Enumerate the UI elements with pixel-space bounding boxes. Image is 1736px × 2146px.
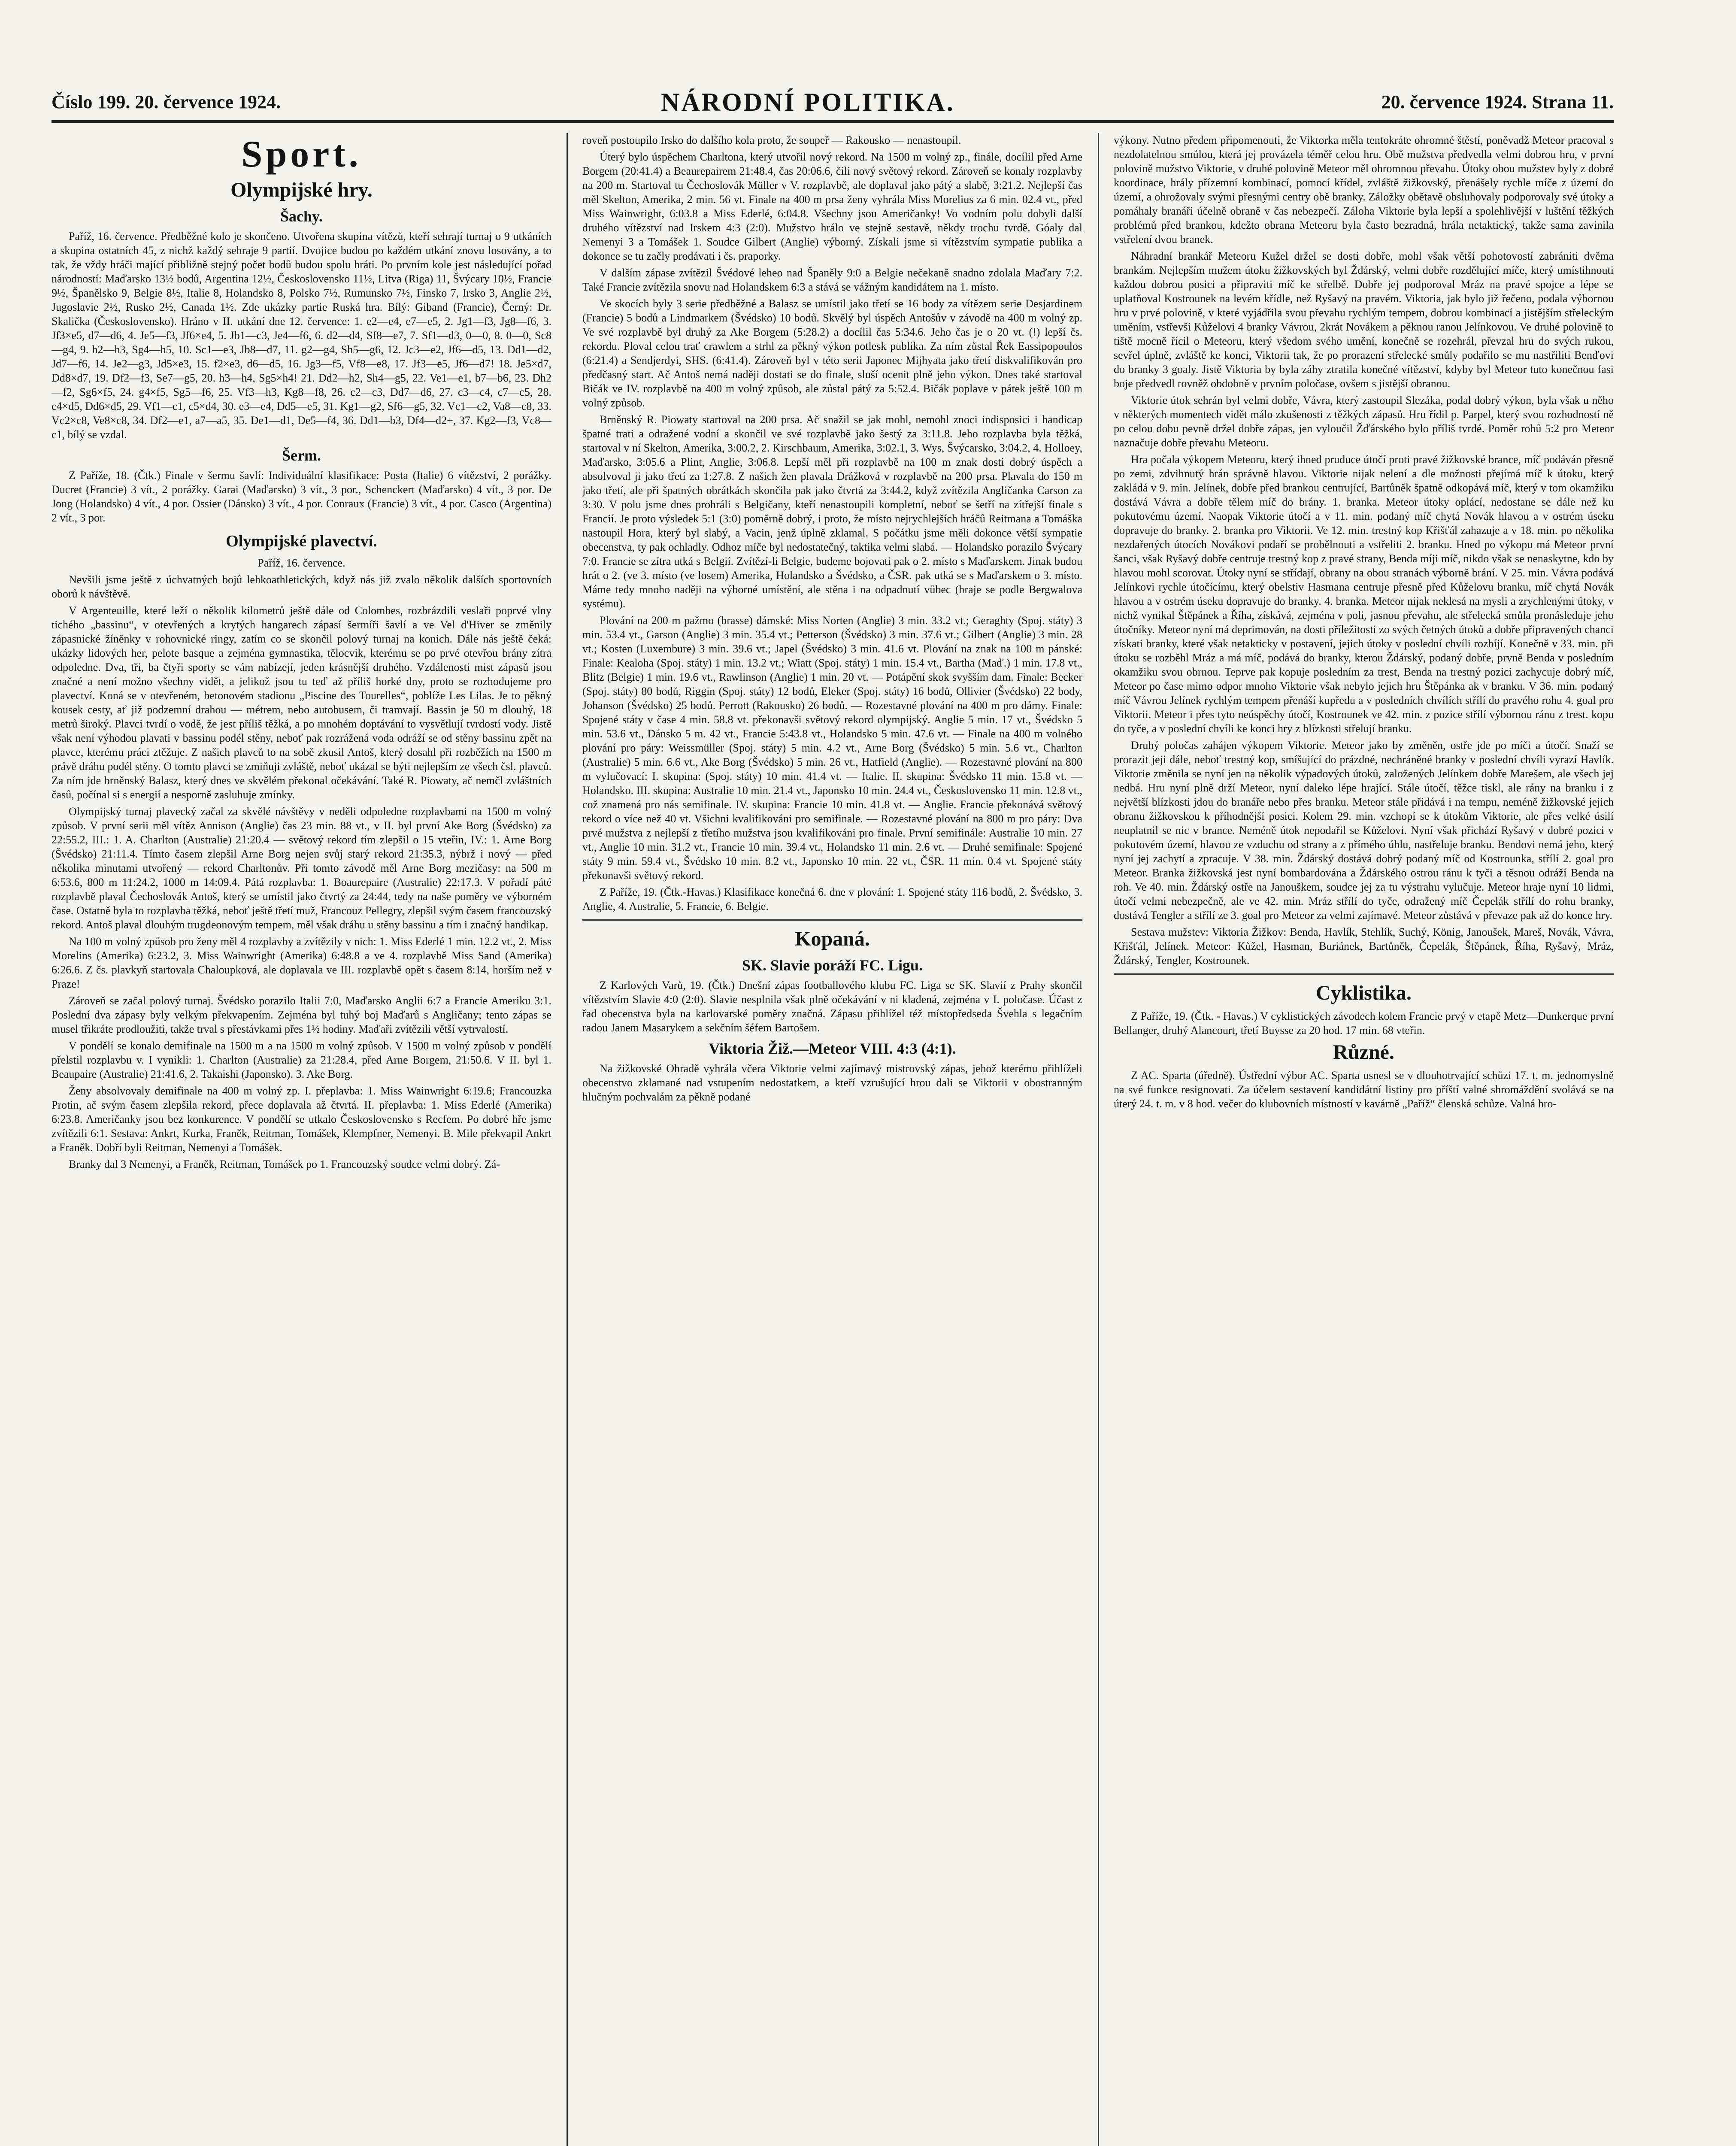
misc-title: Různé.: [1333, 1041, 1394, 1064]
swimming-paragraph: Na 100 m volný způsob pro ženy měl 4 rozplavby a zvítězily v nich: 1. Miss Ederlé 1 min. 12.2 vt., 2. Miss Morelins (Amerika) 6:23.2, 3. Miss Wainwright (Amerika) 6:48.8 a ve 4. rozplavbě Miss Sand (Amerika) 6:26.6. Z čs. plavkyň startovala Chaloupková, ale doplavala ve III. rozplavbě opět s časem 8:14, horším než v Praze!: [52, 935, 551, 990]
slavie-paragraph: Z Karlových Varů, 19. (Čtk.) Dnešní zápas footballového klubu FC. Liga se SK. Slavií z Prahy skončil vítězstvím Slavie 4:0 (2:0). Slavie nesplnila však plně očekávání v ni kladená, zejména v I. poločase. Účast z řad obecenstva byla na karlovarské poměry značná. Zápasu přihlížel též místopředseda Švehla s legačním radou Janem Masarykem a sekčním šéfem Bartošem.: [582, 979, 1082, 1034]
football-title: Kopaná.: [795, 928, 870, 950]
swimming-paragraph: Brněnský R. Piowaty startoval na 200 prsa. Ač snažil se jak mohl, nemohl znoci indisposici i handicap špatné trati a odražené vodní a skončil ve své rozplavbě jako šestý za 3:11.8. Jeho rozplavba byla těžká, startoval v ní Skelton, Amerika, 3:00.2, 2. Kirschbaum, Amerika, 3:02.1, 3. Wys, Švýcarsko, 3:04.2, 4. Holloey, Maďarsko, 3:05.6 a Plint, Anglie, 3:06.8. Lepší měl při rozplavbě na 100 m znak dosti dobrý úspěch a absolvoval ji jako třetí za 1:27.8. Z našich žen plavala Drážková v rozplavbě na 200 prsa. Plavala do 150 m jako třetí, ale při špatných obrátkách skončila pak jako čtvrtá za 3:44.2, když zvítězila Angličanka Carson za 3:30. V polu jsme dnes prohráli s Belgičany, kteří nenastoupili kompletní, neboť se šetří na zítřejší finale s Francií. Je proto výsledek 5:1 (3:0) poměrně dobrý, i proto, že místo nejrychlejších hráčů Reitmana a Tomáška nastoupil Hora, který byl slabý, a Vacin, jenž úplně zklamal. S počátku jsme měli dokonce větší sympatie obecenstva, ty pak ochladly. Odhoz míče byl nedostatečný, taktika velmi slabá. — Holandsko porazilo Švýcary 7:0. Francie se zítra utká s Belgií. Zvítězí-li Belgie, budeme bojovati pak o 2. místo s Maďarskem. Jinak budou hrát o 2. (ve 3. místo (ve losem) Amerika, Holandsko a Švédsko, a ČSR. pak utká se s Maďarskem o 3. místo. Máme tedy mnoho naději na výborné umístění, ale stěna i na odpadnutí vůbec (hraje se podle Bergwalova systému).: [582, 413, 1082, 610]
fencing-title: Šerm.: [282, 447, 321, 464]
swimming-paragraph: Ženy absolvovaly demifinale na 400 m volný zp. I. přeplavba: 1. Miss Wainwright 6:19.6; Francouzka Protin, ač svým časem zlepšila rekord, přece doplavala až čtvrtá. II. přeplavba: 1. Miss Ederlé (Amerika) 6:23.8. Američanky jsou bez konkurence. V pondělí se utkalo Československo s Recfem. Po dobré hře jsme zvítězili 6:1. Sestava: Ankrt, Kurka, Franěk, Reitman, Tomášek, Klempfner, Nemenyi. B. Mile překvapil Ankrt a Franěk. Dobří byli Reitman, Nemenyi a Tomášek.: [52, 1085, 551, 1154]
viktoria-paragraph: Viktorie útok sehrán byl velmi dobře, Vávra, který zastoupil Slezáka, podal dobrý výkon, byla však u něho v některých momentech vidět málo zkušenosti z těžkých zápasů. Hru řídil p. Parpel, který svou rozhodností ně po celou dobu pevně držel dobře zápas, jen vyloučil Žďárského bylo příliš tvrdé. Poměr rohů 5:2 pro Meteor naznačuje dobře převahu Meteoru.: [1114, 394, 1614, 449]
misc-paragraph: Z AC. Sparta (úředně). Ústřední výbor AC. Sparta usnesl se v dlouhotrvající schůzi 17. t. m. jednomyslně na své funkce resignovati. Za účelem sestavení kandidátní listiny pro příští valné shromáždění svolává se na úterý 24. t. m. v 8 hod. večer do klubovních místností v kavárně „Paříž“ členská schůze. Valná hro-: [1114, 1069, 1614, 1110]
swimming-paragraph: Zároveň se začal polový turnaj. Švédsko porazilo Italii 7:0, Maďarsko Anglii 6:7 a Francie Ameriku 3:1. Poslední dva zápasy byly velkým překvapením. Zejména byl tuhý boj Maďarů s Angličany; tento zápas se musel třikráte prodloužiti, takže trval s přestávkami přes 1½ hodiny. Maďaři zvítězili větší vytrvalostí.: [52, 994, 551, 1035]
viktoria-paragraph: Náhradní brankář Meteoru Kužel držel se dosti dobře, mohl však větší pohotovostí zabrániti dvěma brankám. Nejlepším mužem útoku žižkovských byl Ždárský, velmi dobře rozdělující míče, který umístihnouti každou dobrou posici a připraviti míč ke střelbě. Dobře jej podporoval Mráz na pravé spojce a lépe se uplatňoval Kostrounek na levém křídle, než Ryšavý na pravém. Viktoria, jak bylo již řečeno, podala výbornou hru v prvé polovině, v které vyjádřila svou převahu rychlým tempem, dobrou kombinací a jistějším střeleckým uměním, vstřevši Kůželovi 4 branky Vávrou, 2krát Novákem a pěknou ranou Jelínkovou. Ve druhé polovině to tiště mocně řícil o Meteoru, který všedom svého umění, konečně se rozehrál, převzal hru do svých rukou, sevřel úplně, zvláště ke konci, Viktorii tak, že po prorazení střelecké smůly podařilo se mu nastřiliti Benďovi do branky 3 goaly. Jistě Viktoria by byla záhy ztratila konečné vítězství, kdyby byl Meteor tuto konečnou fasi boje předvedl rovněž obdobně v prvním poločase, ovšem s jistější obranou.: [1114, 250, 1614, 390]
cycling-paragraph: Z Paříže, 19. (Čtk. - Havas.) V cyklistických závodech kolem Francie prvý v etapě Metz—Dunkerque první Bellanger, druhý Alancourt, třetí Buysse za 20 hod. 17 min. 68 vteřin.: [1114, 1010, 1614, 1037]
swimming-paragraph: Nevšili jsme ještě z úchvatných bojů lehkoathletických, když nás již zvalo několik dalších sportovních oborů k návštěvě.: [52, 573, 551, 600]
viktoria-paragraph: Na žižkovské Ohradě vyhrála včera Viktorie velmi zajímavý mistrovský zápas, jehož kterému přihlíželi obecenstvo zklamané nad vstupením nedostatkem, a kteří vzrušující hrou dali se Viktorii v obostranným hlučným pochvalám za pěkně podané: [582, 1062, 1082, 1103]
swimming-paragraph: V Argenteuille, které leží o několik kilometrů ještě dále od Colombes, rozbrázdili veslaři poprvé vlny tichého „bassinu“, v otevřených a krytých hangarech zápasí šermíři šavlí a ve Vel d'Hiver se změnily zápasnické žíněnky v rohovnické ringy, zatím co se skončil polový turnaj na konich. Dále nás ještě čeká: ukázky lidových her, pelote basque a zejména gymnastika, tělocvik, kterému se po prvé otevřou brány zítra odpoledne. Dva, tři, ba čtyři sporty se vám nabízejí, jeden krásnější druhého. Vzdálenosti mist zápasů jsou značné a není možno všechny vidět, a jelikož jsou tu teď až příliš horké dny, proto se rozhodujeme pro plavectví. Koná se v otevřeném, betonovém stadionu „Piscine des Tourelles“, poblíže Les Lilas. Je to pěkný kousek cesty, ať již podzemní drahou — métrem, nebo autobusem, či tramvají. Bassin je 50 m dlouhý, 18 metrů široký. Plavci tvrdí o vodě, že jest příliš těžká, a po mnohém doptávání to vysvětlují tvrdostí vody. Jistě však není výhodou plavati v bassinu podél stěny, neboť pak rozrážená voda odráží se od stěny bassinu zpět na plavce, kterému práci ztěžuje. Z našich plavců to na sobě zkusil Antoš, který dosahl při rozběžích na 1500 m právě dráhu podél stěny. O tomto plavci se zmiňuji zvláště, neboť ukázal se býti nejlepším ze všech čsl. plavců. Za ním jde brněnský Balasz, který dnes ve skvělém překonal očekávání. Také R. Piowaty, ač nemčl zvláštních časů, počínal si s energií a nesporně zasluhuje zmínky.: [52, 604, 551, 801]
swimming-classification-paragraph: Z Paříže, 19. (Čtk.-Havas.) Klasifikace konečná 6. dne v plování: 1. Spojené státy 116 bodů, 2. Švédsko, 3. Anglie, 4. Australie, 5. Francie, 6. Belgie.: [582, 886, 1082, 912]
viktoria-paragraph: výkony. Nutno předem připomenouti, že Viktorka měla tentokráte ohromné štěstí, poněvadž Meteor pracoval s nezdolatelnou smůlou, která jej provázela téměř celou hru. Obě mužstva předvedla velmi dobrou hru, v první polovině mužstvo Viktorie, v druhé polovině Meteor měl ohromnou převahu. Útoky obou mužstev byly z dobré koordinace, hrály přízemní kombinací, pomocí křídel, zvláště žižkovský, přenášely rychle míče z území do území, a ohrožovaly svými přesnými centry obě branky. Záložky obětavě obsluhovaly podporovaly své útoky a pomáhaly branáři účelně obraně v čas nebezpečí. Záloha Viktorie byla lepší a spolehlivější v luštění těžkých problémů před brankou, kdežto obrana Meteoru byla často bezradná, hrála netaktický, takže sama zavinila vstřelení dvou branek.: [1114, 134, 1614, 246]
slavie-article-title: SK. Slavie poráží FC. Ligu.: [742, 957, 923, 974]
viktoria-paragraph: Druhý poločas zahájen výkopem Viktorie. Meteor jako by změněn, ostře jde po míči a útočí. Snaží se prorazit jeji dále, neboť trestný kop, smíšující do prázdné, nechráněné branky v poslední chvíli vyrazí Havlík. Viktorie změnila se nyní jen na několik výpadových útoků, založených Jelínkem dobře Marešem, ale všech jej nedbá. Hru nyní plně drží Meteor, nyní daleko lépe hrající. Stále útočí, těžce tiskl, ale rány na branku i z největší blízkosti jdou do branáře nebo přes branku. Meteor stále přidává i na tempu, neméně žižkovské jejich obranu žižkovskou k příhodnější posici. Kolem 29. min. vzchopí se k útokům Viktorie, ale přes velké úsilí neuplatnil se nic v brance. Neméně útok nepodařil se Kůželovi. Nyní však přichází Ryšavý v dobré pozici v pokutovém území, hlavou ze vzduchu od strany a z přímého úhlu, nastřeluje branku. Bendovi nemá jeho, který nyní jej zachytí a zpracuje. V 38. min. Ždárský dostává dobrý podaný míč od Kostrounka, střílí 2. goal pro Meteor. Branka žižkovská jest nyní bombardována a Ždárského ostrou ránu k tyči a těsnou odráží Benda na roh. Ve 40. min. Ždárský ostře na Janouškem, soudce jej za tu výstrahu vylučuje. Meteor hraje nyní 10 lidmi, útočí velmi nebezpečně, ale ve 42. min. Mráz střílí do tyče, odražený míč Čepelák střílí do rohu branky, dostává Tengler a střílí ze 3. goal pro Meteor za velmi zajímavé. Meteor zůstává v převaze pak až do konce hry.: [1114, 739, 1614, 921]
swimming-paragraph: V pondělí se konalo demifinale na 1500 m a na 1500 m volný způsob. V 1500 m volný způsob v pondělí přelstil rozplavbu v. I vynikli: 1. Charlton (Australie) za 21:28.4, před Arne Borgem, 21:50.6. V II. byl 1. Beaupaire (Australie) 21:41.6, 2. Takaishi (Japonsko). 3. Ake Borg.: [52, 1040, 551, 1080]
chess-paragraph: Paříž, 16. července. Předběžné kolo je skončeno. Utvořena skupina vítězů, kteří sehrají turnaj o 9 utkáních a skupina ostatních 45, z nichž každý sehraje 9 partií. Dvojice budou po každém utkání znovu losovány, a to tak, že vždy hráči mající přibližně stejný počet bodů budou spolu hráti. Po prvním kole jest následující pořad národností: Maďarsko 13½ bodů, Argentina 12½, Československo 11½, Litva (Riga) 11, Švýcary 10½, Francie 9½, Španělsko 9, Belgie 8½, Italie 8, Holandsko 8, Polsko 7½, Rumunsko 7½, Finsko 7, Irsko 3, Anglie 2½, Jugoslavie 2½, Rusko 2½, Canada 1½. Zde ukázky partie Ruská hra. Bílý: Giband (Francie), Černý: Dr. Skalička (Československo). Hráno v II. utkání dne 12. července: 1. e2—e4, e7—e5, 2. Jg1—f3, Jg8—f6, 3. Jf3×e5, d7—d6, 4. Je5—f3, Jf6×e4, 5. Jb1—c3, Je4—f6, 6. d2—d4, Sf8—e7, 7. Sf1—d3, 0—0, 8. 0—0, Sc8—g4, 9. h2—h3, Sg4—h5, 10. Sc1—e3, Jb8—d7, 11. g2—g4, Sh5—g6, 12. Jc3—e2, Jf6—d5, 13. Dd1—d2, Jd7—f6, 14. Je2—g3, Jd5×e3, 15. f2×e3, d6—d5, 16. Jg3—f5, Vf8—e8, 17. Jf3—e5, Jf6—d7! 18. Je5×d7, Dd8×d7, 19. Df2—f3, Se7—g5, 20. h3—h4, Sg5×h4! 21. Dd2—h2, Sh4—g5, 22. Ve1—e1, b7—b6, 23. Dh2—f2, Sg6×f5, 24. g4×f5, Sg5—f6, 25. Vf3—h3, Kg8—f8, 26. c2—c3, Dd7—d6, 27. c3—c4, c7—c5, 28. c4×d5, Dd6×d5, 29. Vf1—c1, c5×d4, 30. e3—e4, Dd5—e5, 31. Kg1—g2, Sf6—g5, 32. Vc1—c2, Va8—c8, 33. Vc2×c8, Ve8×c8, 34. Df2—e1, a7—a5, 35. De1—d1, De5—f4, 36. Dd1—b3, Df4—d2+, 37. Kg2—f3, Vc8—c1, bílý se vzdal.: [52, 230, 551, 441]
swimming-paragraph: Branky dal 3 Nemenyi, a Franěk, Reitman, Tomášek po 1. Francouzský soudce velmi dobrý. Zá-: [69, 1158, 500, 1170]
page-number: 20. července 1924. Strana 11.: [1381, 91, 1614, 112]
swimming-dateline: Paříž, 16. července.: [258, 557, 345, 569]
column-divider: [567, 133, 568, 2146]
section-title-sport: Sport.: [241, 133, 362, 175]
swimming-paragraph: Úterý bylo úspěchem Charltona, který utvořil nový rekord. Na 1500 m volný zp., finále, docílil před Arne Borgem (20:41.4) a Beaurepairem 21:48.4, čas 20:06.6, čili nový světový rekord. Zároveň se konaly rozplavby na 200 m. Startoval tu Čechoslovák Müller v V. rozplavbě, ale doplaval jako pátý a slabě, 3:21.2. Nejlepší čas měl Skelton, Amerika, 2 min. 56 vt. Finale na 400 m prsa ženy vyhrála Miss Morelius za 6 min. 02.4 vt., před Miss Wainwright, 6:03.8 a Miss Ederlé, 6:04.8. Všechny jsou Američanky! Vo vodním polu dobyli další druhého vítězství nad Irskem 4:3 (2:0). Mužstvo hrálo ve stejně sestavě, někdy trochu tvrdě. Góaly dal Nemenyi 3 a Tomášek 1. Soudce Gilbert (Anglie) výborný. Získali jsme si vítězstvím sympatie publika a dokonce se tu začly prodávati i čs. praporky.: [582, 151, 1082, 262]
fencing-paragraph: Z Paříže, 18. (Čtk.) Finale v šermu šavlí: Individuální klasifikace: Posta (Italie) 6 vítězství, 2 porážky. Ducret (Francie) 3 vít., 2 porážky. Garai (Maďarsko) 3 vít., 3 por., Schenckert (Maďarsko) 4 vít., 3 por. De Jong (Holandsko) 4 vít., 4 por. Ossier (Dánsko) 3 vít., 4 por. Conraux (Francie) 3 vít., 4 por. Casco (Argentina) 2 vít., 3 por.: [52, 469, 551, 524]
masthead: NÁRODNÍ POLITIKA.: [661, 88, 955, 116]
issue-number: Číslo 199. 20. července 1924.: [52, 91, 281, 112]
lineups-paragraph: Sestava mužstev: Viktoria Žižkov: Benda, Havlík, Stehlík, Suchý, König, Janoušek, Mareš, Novák, Vávra, Křišťál, Jelínek. Meteor: Kůžel, Hasman, Buriánek, Bartůněk, Čepelák, Štěpánek, Říha, Ryšavý, Mráz, Ždárský, Tengler, Kostrounek.: [1114, 926, 1614, 967]
viktoria-article-title: Viktoria Žiž.—Meteor VIII. 4:3 (4:1).: [709, 1040, 956, 1057]
column-3: [1114, 133, 1614, 2146]
column-2: [582, 133, 1082, 2146]
column-1: [52, 133, 551, 2146]
page-header: [52, 86, 1614, 123]
viktoria-paragraph: Hra počala výkopem Meteoru, který ihned pruduce útočí proti pravé žižkovské brance, míč podáván přesně po zemi, zdvihnutý hrán správně hlavou. Viktorie nijak nelení a dle možnosti přejímá míč k útoku, který zakládá v 9. min. Jelínek, dobře před brankou centrující, Bartůněk špatně odkopává míč, který v tom okamžiku dostává Vávra a dobře tělem míč do brány. 1. branka. Meteor útoky oplácí, nedostane se dále než ku pokutovému území. Naopak Viktorie útočí a v 11. min. podaný míč chytá Novák hlavou a v ostrém úseku dopravuje do branky. 2. branka pro Viktorii. Ve 12. min. trestný kop Křišťál zahazuje a v 18. min. po několika nezdařených útocích Novákovi podaří se probělnouti a vstřeliti 2. branku. Hned po výkopu má Meteor první šanci, však Ryšavý dobře centruje trestný kop z pravé strany, Benda míji míč, nikdo však se nenaskytne, kdo by hlavou mohl scorovat. Útoky nyní se střídají, obrany na obou stranách výborně brání. V 25. min. Vávra podává Jelínkovi rychle útočícímu, který obelstiv Hasmana centruje přesně před Kůželovu branku, míč chytá Novák hlavou a v ostrém úseku dopravuje do branky. 4. branka. Meteor nijak neklesá na mysli a zrychlenými útoky, v nichž vynikal Štěpánek a Říha, získává, zejména v poli, jasnou převahu, ale střelecká smůla pronásleduje jeho útočníky. Meteor nyní má deprimován, na dosti příležitosti zo svých četných útoků a dobře připravených chanci získati branky, které však netakticky v postavení, jejich útoky v poslední chvíli rozbíjí. Konečně v 33. min. při útoku se rozběhl Mráz a má míč, podává do branky, kterou Ždárský, podaný dobře, prvně Benda v posledním okamžiku svou obrnou. Teprve pak kopuje posledním za trest, Benda na trestný pozici zachycuje dobrý míč, Meteor po čase mimo odpor mnoho Viktorie však nebylo jejich hru Štěpánka ak v branku. V 36. min. podaný míč Vávrou Jelínek rychlým tempem přenáší kupředu a v posledních chvílích střílí do pravého rohu 4. goal pro Viktorii. Meteor i přes tyto neúspěchy útočí, Kostrounek ve 42. min. z pozice střílí výbornou ránu z trest. kopu do tyče, a v poslední chvíli ke konci hry z blízkosti střelují branku.: [1114, 453, 1614, 735]
chess-title: Šachy.: [280, 208, 323, 225]
cycling-title: Cyklistika.: [1316, 982, 1412, 1004]
column-divider: [1098, 133, 1099, 2146]
swimming-results-paragraph: Plování na 200 m pažmo (brasse) dámské: Miss Norten (Anglie) 3 min. 33.2 vt.; Geraghty (Spoj. státy) 3 min. 53.4 vt., Garson (Anglie) 3 min. 35.4 vt.; Petterson (Švédsko) 3 min. 37.6 vt.; Gilbert (Anglie) 3 min. 28 vt.; Kosten (Luxembure) 3 min. 39.6 vt.; Japel (Švédsko) 3 min. 41.6 vt. Plování na znak na 100 m pánské: Finale: Kealoha (Spoj. státy) 1 min. 13.2 vt.; Wiatt (Spoj. státy) 1 min. 15.4 vt., Bartha (Maď.) 1 min. 17.8 vt., Blitz (Belgie) 1 min. 19.6 vt., Rawlinson (Anglie) 1 min. 20 vt. — Potápění skok svyšším dam. Finale: Becker (Spoj. státy) 80 bodů, Riggin (Spoj. státy) 12 bodů, Eleker (Spoj. státy) 16 bodů, Ollivier (Švédsko) 22 body, Johanson (Švédsko) 25 bodů. Perrott (Rakousko) 26 bodů. — Rozestavné plování na 400 m pro dámy. Finale: Spojené státy v čase 4 min. 58.8 vt. překonavši světový rekord olympijský. Anglie 5 min. 17 vt., Švédsko 5 min. 53.6 vt., Dánsko 5 m. 42 vt., Francie 5:43.8 vt., Holandsko 5 min. 47.6 vt. — Finale na 400 m volného plování pro páry: Weissmüller (Spoj. státy) 5 min. 4.2 vt., Arne Borg (Švédsko) 5 min. 5.6 vt., Charlton (Australie) 5 min. 6.6 vt., Ake Borg (Švédsko) 5 min. 26 vt., Hatfield (Anglie). — Rozestavné plování na 800 m vylučovací: I. skupina: (Spoj. státy) 10 min. 41.4 vt. — Italie. II. skupina: Švédsko 11 min. 15.8 vt. — Holandsko. III. skupina: Australie 10 min. 21.4 vt., Japonsko 10 min. 24.4 vt., Československo 11 min. 12.8 vt., což znamená pro nás semifinale. IV. skupina: Francie 10 min. 41.8 vt. — Anglie. Francie překonává světový rekord o více než 40 vt. Všichni kvalifikováni pro semifinale. — Rozestavné plování na 800 m pro páry: Dva prvé mužstva z nejlepší z třetího mužstva jsou kvalifikováni pro finale. První semifinále: Australie 10 min. 27 vt., Anglie 10 min. 31.2 vt., Francie 10 min. 39.4 vt., Holandsko 11 min. 2.6 vt. — Druhé semifinale: Spojené státy 9 min. 59.4 vt., Švédsko 10 min. 8.2 vt., Japonsko 10 min. 22 vt., ČSR. 11 min. 0.4 vt. Spojené státy překonavši světový rekord.: [582, 614, 1082, 882]
newspaper-page: [52, 86, 1614, 2146]
swimming-title: Olympijské plavectví.: [226, 532, 377, 550]
swimming-paragraph: roveň postoupilo Irsko do dalšího kola proto, že soupeř — Rakousko — nenastoupil.: [582, 134, 961, 146]
divider: [582, 919, 1082, 921]
columns: [52, 133, 1614, 2146]
swimming-paragraph: Ve skocích byly 3 serie předběžné a Balasz se umístil jako třetí se 16 body za vítězem serie Desjardinem (Francie) 5 bodů a Lindmarkem (Švédsko) 10 bodů. Skvělý byl úspěch Antošův v závodě na 400 m volný zp. Ve své rozplavbě byl druhý za Ake Borgem (5:28.2) a docílil čas 5:34.6. Jeho čas je o 20 vt. (!) lepší čs. rekordu. Ploval celou trať crawlem a strhl za pěkný výkon potlesk publika. Za ním zůstal Řek Eassipopoulos (6:21.4) a Sendjerdyi, SHS. (6:41.4). Zároveň byl v této serii Japonec Mijhyata jako třetí diskvalifikován pro předčasný start. Ač Antoš nemá naději dostati se do finale, sluší ocenit plně jeho výkon. Dnes také startoval Bičák ve IV. rozplavbě na 400 m volný způsob, ale zůstal pátý za 5:52.4. Bičák poplave v pátek ještě 100 m volný způsob.: [582, 297, 1082, 409]
swimming-paragraph: V dalším zápase zvítězil Švédové leheo nad Španěly 9:0 a Belgie nečekaně snadno zdolala Maďary 7:2. Také Francie zvítězila snovu nad Holandskem 6:3 a stává se vážným kandidátem na 1. místo.: [582, 267, 1082, 293]
olympic-games-title: Olympijské hry.: [230, 179, 373, 201]
divider: [1114, 973, 1614, 975]
swimming-paragraph: Olympijský turnaj plavecký začal za skvělé návštěvy v neděli odpoledne rozplavbami na 1500 m volný způsob. V první serii měl vítěz Annison (Anglie) čas 23 min. 88 vt., v II. byl první Ake Borg (Švédsko) za 22:55.2, III.: 1. A. Charlton (Australie) 21:20.4 — světový rekord tím zlepšil o 15 vteřin, IV.: 1. Arne Borg (Švédsko) 21:11.4. Tímto časem zlepšil Arne Borg nejen svůj starý rekord 21:35.3, nýbrž i nový — před několika minutami utvořený — rekord Charltonův. Při tomto závodě měl Arne Borg mezičasy: na 500 m 6:53.6, 800 m 11:24.2, 1000 m 14:09.4. Pátá rozplavba: 1. Boaurepaire (Australie) 22:17.3. V pořadí páté rozplavbě plaval Čechoslovák Antoš, který se umístil jako čtvrtý za 24:44, tedy na naše poměry ve výborném čase. Ostatně byla to rozplavba těžká, neboť ještě třetí muž, Francouz Pellegry, zlepšil svým časem francouzský rekord. Antoš plaval dlouhým trugdeonovým tempem, měl však dráhu u stěny bassinu a tím i značný handikap.: [52, 805, 551, 931]
